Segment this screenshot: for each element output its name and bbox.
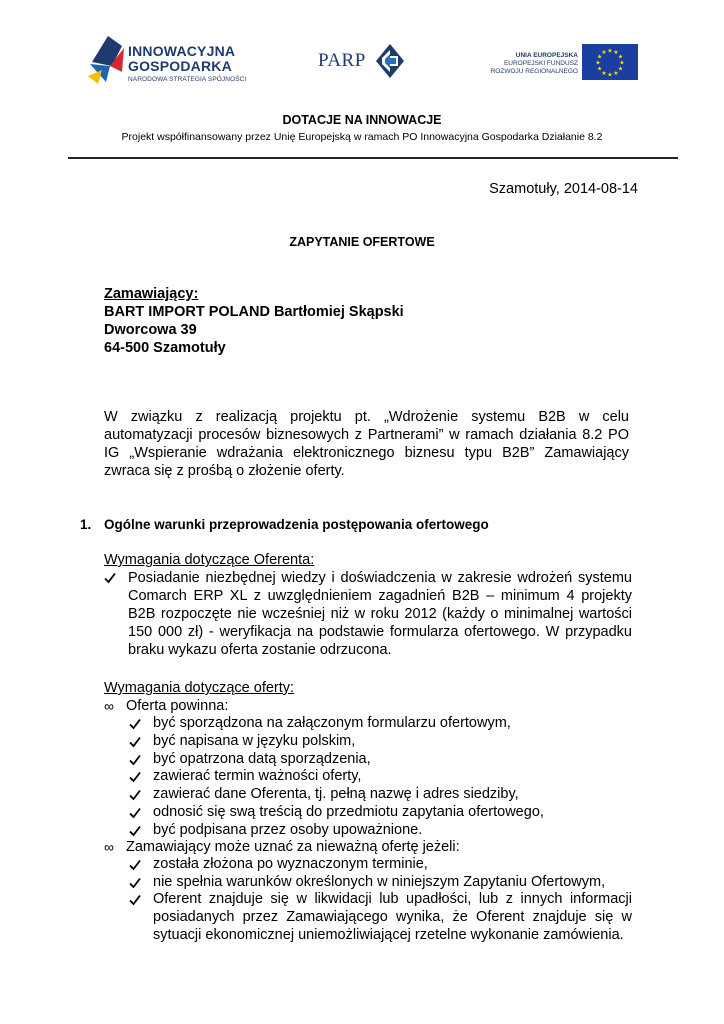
parp-logo <box>318 44 408 78</box>
eu-star-icon: ★ <box>617 65 624 73</box>
section-number: 1. <box>80 517 92 532</box>
logo-line-2: GOSPODARKA <box>128 58 232 74</box>
checkmark-icon <box>129 770 141 788</box>
checkmark-icon <box>129 753 141 771</box>
eu-logo-line-3: ROZWOJU REGIONALNEGO <box>490 68 578 75</box>
logo-line-3: NARODOWA STRATEGIA SPÓJNOŚCI <box>128 76 247 83</box>
checkmark-icon <box>129 858 141 876</box>
list-item-text: odnosić się swą treścią do przedmiotu zapytania ofertowego, <box>153 804 544 820</box>
checkmark-icon <box>129 788 141 806</box>
document-title: ZAPYTANIE OFERTOWE <box>289 235 435 249</box>
list-item-text: być opatrzona datą sporządzenia, <box>153 750 371 767</box>
header-divider <box>68 157 678 159</box>
group-label: Oferta powinna: <box>126 698 229 714</box>
oferent-requirement-text: Posiadanie niezbędnej wiedzy i doświadczenia w zakresie wdrożeń systemu Comarch ERP XL z uwzględnieniem zagadnień B2B – minimum 4 projekty B2B rozpoczęte nie wcześniej niż w roku 2012 (każdy o minimalnej wartości 150 000 zł) - weryfikacja na podstawie formularza ofertowego. W przypadku braku wykazu oferta zostanie odrzucona. <box>128 570 632 658</box>
innowacyjna-gospodarka-logo <box>88 36 247 86</box>
list-item-text: być podpisana przez osoby upoważnione. <box>153 821 423 838</box>
header-title: DOTACJE NA INNOWACJE <box>282 113 442 127</box>
list-item-text: zawierać dane Oferenta, tj. pełną nazwę i adres siedziby, <box>153 786 519 803</box>
list-item-text: Oferent znajduje się w likwidacji lub upadłości, lub z innych informacji posiadanych przez Zamawiającego wynika, że Oferent znajduje się w sytuacji ekonomicznej uniemożliwiającej rzetelne wykonanie zamówienia. <box>153 891 632 943</box>
eu-logo-line-2: EUROPEJSKI FUNDUSZ <box>503 60 578 67</box>
orderer-street: Dworcowa 39 <box>104 322 197 338</box>
orderer-name: BART IMPORT POLAND Bartłomiej Skąpski <box>104 304 404 320</box>
checkmark-icon <box>129 717 141 735</box>
checkmark-icon <box>129 876 141 894</box>
eu-star-icon: ★ <box>595 59 601 67</box>
intro-paragraph: W związku z realizacją projektu pt. „Wdrożenie systemu B2B w celu automatyzacji procesów biznesowych z Partnerami” w ramach działania 8.2 PO IG „Wspieranie wdrażania elektronicznego biznesu typu B2B” Zamawiający zwraca się z prośbą o złożenie oferty. <box>104 409 629 479</box>
checkmark-icon <box>104 572 116 584</box>
infinity-bullet-icon: ∞ <box>104 839 114 855</box>
document-date: Szamotuły, 2014-08-14 <box>489 181 638 197</box>
eu-star-icon: ★ <box>596 53 603 61</box>
eu-star-icon: ★ <box>617 53 624 61</box>
parp-arrows-icon <box>374 44 406 78</box>
eu-star-icon: ★ <box>607 71 613 79</box>
star-logo-icon <box>88 36 126 84</box>
list-item-text: nie spełnia warunków określonych w niniejszym Zapytaniu Ofertowym, <box>153 873 606 890</box>
oferent-requirements-heading: Wymagania dotyczące Oferenta: <box>104 552 315 568</box>
logo-line-1: INNOWACYJNA <box>128 43 236 59</box>
header-subtitle: Projekt współfinansowany przez Unię Europejską w ramach PO Innowacyjna Gospodarka Działanie 8.2 <box>121 131 603 143</box>
eu-star-icon: ★ <box>619 59 625 67</box>
list-item-text: być sporządzona na załączonym formularzu ofertowym, <box>153 715 511 731</box>
eu-logo <box>480 44 650 80</box>
orderer-block <box>104 285 404 357</box>
eu-logo-line-1: UNIA EUROPEJSKA <box>515 52 578 59</box>
parp-logo-text: PARP <box>318 50 366 71</box>
list-item-text: być napisana w języku polskim, <box>153 732 356 749</box>
group-label: Zamawiający może uznać za nieważną ofertę jeżeli: <box>126 839 460 855</box>
section-title: Ogólne warunki przeprowadzenia postępowania ofertowego <box>104 517 489 532</box>
list-item-text: zawierać termin ważności oferty, <box>153 768 362 785</box>
offer-requirements-heading: Wymagania dotyczące oferty: <box>104 680 295 696</box>
eu-star-icon: ★ <box>613 69 619 77</box>
infinity-bullet-icon: ∞ <box>104 698 114 714</box>
eu-star-icon: ★ <box>601 49 607 57</box>
orderer-label: Zamawiający: <box>104 286 199 302</box>
eu-star-icon: ★ <box>601 69 607 77</box>
section-1-heading <box>80 517 489 532</box>
checkmark-icon <box>129 893 141 911</box>
checkmark-icon <box>129 735 141 753</box>
list-item-text: została złożona po wyznaczonym terminie, <box>153 856 428 872</box>
eu-flag-icon <box>582 44 638 80</box>
eu-star-icon: ★ <box>596 65 603 73</box>
orderer-city: 64-500 Szamotuły <box>104 340 226 356</box>
eu-star-icon: ★ <box>607 47 613 55</box>
eu-star-icon: ★ <box>613 49 619 57</box>
checkmark-icon <box>129 806 141 824</box>
